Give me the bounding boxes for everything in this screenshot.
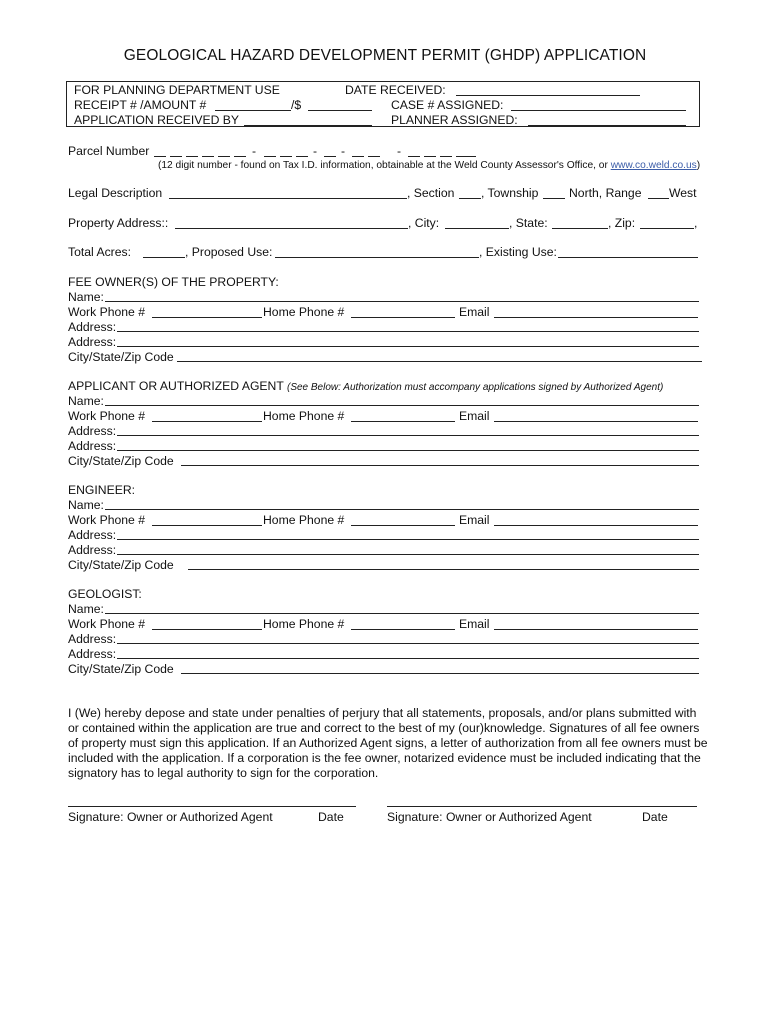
receipt-dollar-label: /$ (291, 98, 302, 112)
name-line[interactable] (105, 613, 699, 614)
date-label: Date (318, 810, 344, 824)
city-state-zip-label: City/State/Zip Code (68, 454, 174, 468)
home-phone-line[interactable] (351, 525, 455, 526)
parcel-digit[interactable] (170, 156, 182, 157)
parcel-dash: - (252, 144, 257, 158)
email-label: Email (459, 617, 490, 631)
zip-line[interactable] (640, 228, 694, 229)
email-label: Email (459, 409, 490, 423)
home-phone-label: Home Phone # (263, 513, 345, 527)
address-label: Address: (68, 647, 117, 661)
work-phone-line[interactable] (152, 525, 262, 526)
signature-label: Signature: Owner or Authorized Agent (387, 810, 592, 824)
work-phone-label: Work Phone # (68, 409, 146, 423)
address-label: Address: (68, 439, 117, 453)
applicant-note: (See Below: Authorization must accompany applications signed by Authorized Agent) (286, 382, 664, 393)
home-phone-label: Home Phone # (263, 409, 345, 423)
work-phone-line[interactable] (152, 629, 262, 630)
parcel-digit[interactable] (234, 156, 246, 157)
city-state-zip-line[interactable] (181, 465, 699, 466)
trailing-comma: , (694, 216, 698, 230)
city-state-zip-line[interactable] (188, 569, 699, 570)
case-assigned-label: CASE # ASSIGNED: (391, 98, 504, 112)
date-received-line[interactable] (456, 95, 640, 96)
name-line[interactable] (105, 301, 699, 302)
email-line[interactable] (494, 317, 698, 318)
parcel-digit[interactable] (264, 156, 276, 157)
agent-signature-line[interactable] (387, 806, 697, 807)
north-range-label: North, Range (569, 186, 642, 200)
address-label: Address: (68, 335, 117, 349)
parcel-digit[interactable] (154, 156, 166, 157)
city-state-zip-label: City/State/Zip Code (68, 350, 174, 364)
state-line[interactable] (552, 228, 608, 229)
case-assigned-line[interactable] (511, 110, 686, 111)
legal-description-label: Legal Description (68, 186, 163, 200)
home-phone-line[interactable] (351, 629, 455, 630)
planner-assigned-label: PLANNER ASSIGNED: (391, 113, 518, 127)
fee-owner-heading: FEE OWNER(S) OF THE PROPERTY: (68, 275, 279, 289)
west-label: West (669, 186, 697, 200)
parcel-dash: - (313, 144, 318, 158)
planner-assigned-line[interactable] (528, 125, 686, 126)
address-line[interactable] (117, 331, 699, 332)
form-title: GEOLOGICAL HAZARD DEVELOPMENT PERMIT (GHDP) APPLICATION (123, 47, 647, 64)
name-label: Name: (68, 498, 104, 512)
total-acres-label: Total Acres: (68, 245, 131, 259)
address-line[interactable] (117, 435, 699, 436)
date-label: Date (642, 810, 668, 824)
parcel-digit[interactable] (424, 156, 436, 157)
proposed-use-label: , Proposed Use: (185, 245, 273, 259)
existing-use-line[interactable] (558, 257, 698, 258)
parcel-digit[interactable] (280, 156, 292, 157)
engineer-heading: ENGINEER: (68, 483, 136, 497)
existing-use-label: , Existing Use: (479, 245, 557, 259)
range-line[interactable] (648, 198, 669, 199)
email-line[interactable] (494, 525, 698, 526)
geologist-heading: GEOLOGIST: (68, 587, 142, 601)
state-label: , State: (509, 216, 548, 230)
amount-line[interactable] (308, 110, 372, 111)
email-line[interactable] (494, 421, 698, 422)
parcel-note: (12 digit number - found on Tax I.D. information, obtainable at the Weld County Assessor's Office, or www.co.weld.co.us) (158, 160, 701, 171)
legal-description-line[interactable] (169, 198, 407, 199)
parcel-digit[interactable] (296, 156, 308, 157)
perjury-statement: I (We) hereby depose and state under penalties of perjury that all statements, proposals, and/or plans submitted with or contained within the application are true and correct to the best of my (our)knowledge. Signatures of all fee owners of property must sign this application. If an Authorized Agent signs, a letter of authorization from all fee owners must be included with the application. If a corporation is the fee owner, notarized evidence must be included indicating that the signatory has to legal authority to sign for the corporation. (68, 706, 708, 780)
city-label: , City: (408, 216, 440, 230)
address-label: Address: (68, 632, 117, 646)
signature-label: Signature: Owner or Authorized Agent (68, 810, 273, 824)
parcel-digit[interactable] (186, 156, 198, 157)
home-phone-line[interactable] (351, 317, 455, 318)
home-phone-label: Home Phone # (263, 617, 345, 631)
parcel-number-label: Parcel Number (68, 144, 150, 158)
address-label: Address: (68, 528, 117, 542)
address-line[interactable] (117, 539, 699, 540)
date-received-label: DATE RECEIVED: (345, 83, 446, 97)
address-line[interactable] (117, 643, 699, 644)
email-line[interactable] (494, 629, 698, 630)
section-label: , Section (407, 186, 455, 200)
total-acres-line[interactable] (143, 257, 185, 258)
township-line[interactable] (543, 198, 565, 199)
work-phone-label: Work Phone # (68, 305, 146, 319)
city-state-zip-label: City/State/Zip Code (68, 558, 174, 572)
email-label: Email (459, 305, 490, 319)
address-line[interactable] (117, 658, 699, 659)
parcel-digit[interactable] (440, 156, 452, 157)
parcel-digit[interactable] (408, 156, 420, 157)
zip-label: , Zip: (608, 216, 636, 230)
parcel-digit[interactable] (456, 156, 476, 157)
parcel-digit[interactable] (368, 156, 380, 157)
section-line[interactable] (459, 198, 481, 199)
parcel-digit[interactable] (218, 156, 230, 157)
name-label: Name: (68, 394, 104, 408)
work-phone-label: Work Phone # (68, 617, 146, 631)
address-label: Address: (68, 424, 117, 438)
city-state-zip-line[interactable] (181, 673, 699, 674)
address-line[interactable] (117, 450, 699, 451)
name-line[interactable] (105, 405, 699, 406)
city-state-zip-label: City/State/Zip Code (68, 662, 174, 676)
app-received-line[interactable] (244, 125, 372, 126)
home-phone-label: Home Phone # (263, 305, 345, 319)
parcel-dash: - (341, 144, 346, 158)
parcel-digit[interactable] (324, 156, 336, 157)
home-phone-line[interactable] (351, 421, 455, 422)
name-label: Name: (68, 602, 104, 616)
parcel-digit[interactable] (202, 156, 214, 157)
address-label: Address: (68, 320, 117, 334)
parcel-dash: - (397, 144, 402, 158)
property-address-label: Property Address:: (68, 216, 169, 230)
name-label: Name: (68, 290, 104, 304)
proposed-use-line[interactable] (275, 257, 479, 258)
applicant-heading: APPLICANT OR AUTHORIZED AGENT (See Below: Authorization must accompany applications signed by Authorized Agent) (68, 379, 664, 393)
township-label: , Township (481, 186, 539, 200)
name-line[interactable] (105, 509, 699, 510)
property-address-line[interactable] (175, 228, 408, 229)
receipt-line[interactable] (215, 110, 291, 111)
address-line[interactable] (117, 554, 699, 555)
work-phone-line[interactable] (152, 421, 262, 422)
work-phone-label: Work Phone # (68, 513, 146, 527)
address-label: Address: (68, 543, 117, 557)
receipt-label: RECEIPT # /AMOUNT # (74, 98, 207, 112)
owner-signature-line[interactable] (68, 806, 356, 807)
app-received-label: APPLICATION RECEIVED BY (74, 113, 240, 127)
parcel-digit[interactable] (352, 156, 364, 157)
city-line[interactable] (445, 228, 509, 229)
email-label: Email (459, 513, 490, 527)
address-line[interactable] (117, 346, 699, 347)
city-state-zip-line[interactable] (177, 361, 702, 362)
work-phone-line[interactable] (152, 317, 262, 318)
for-planning-label: FOR PLANNING DEPARTMENT USE (74, 83, 280, 97)
assessor-link[interactable]: www.co.weld.co.us (610, 160, 697, 171)
